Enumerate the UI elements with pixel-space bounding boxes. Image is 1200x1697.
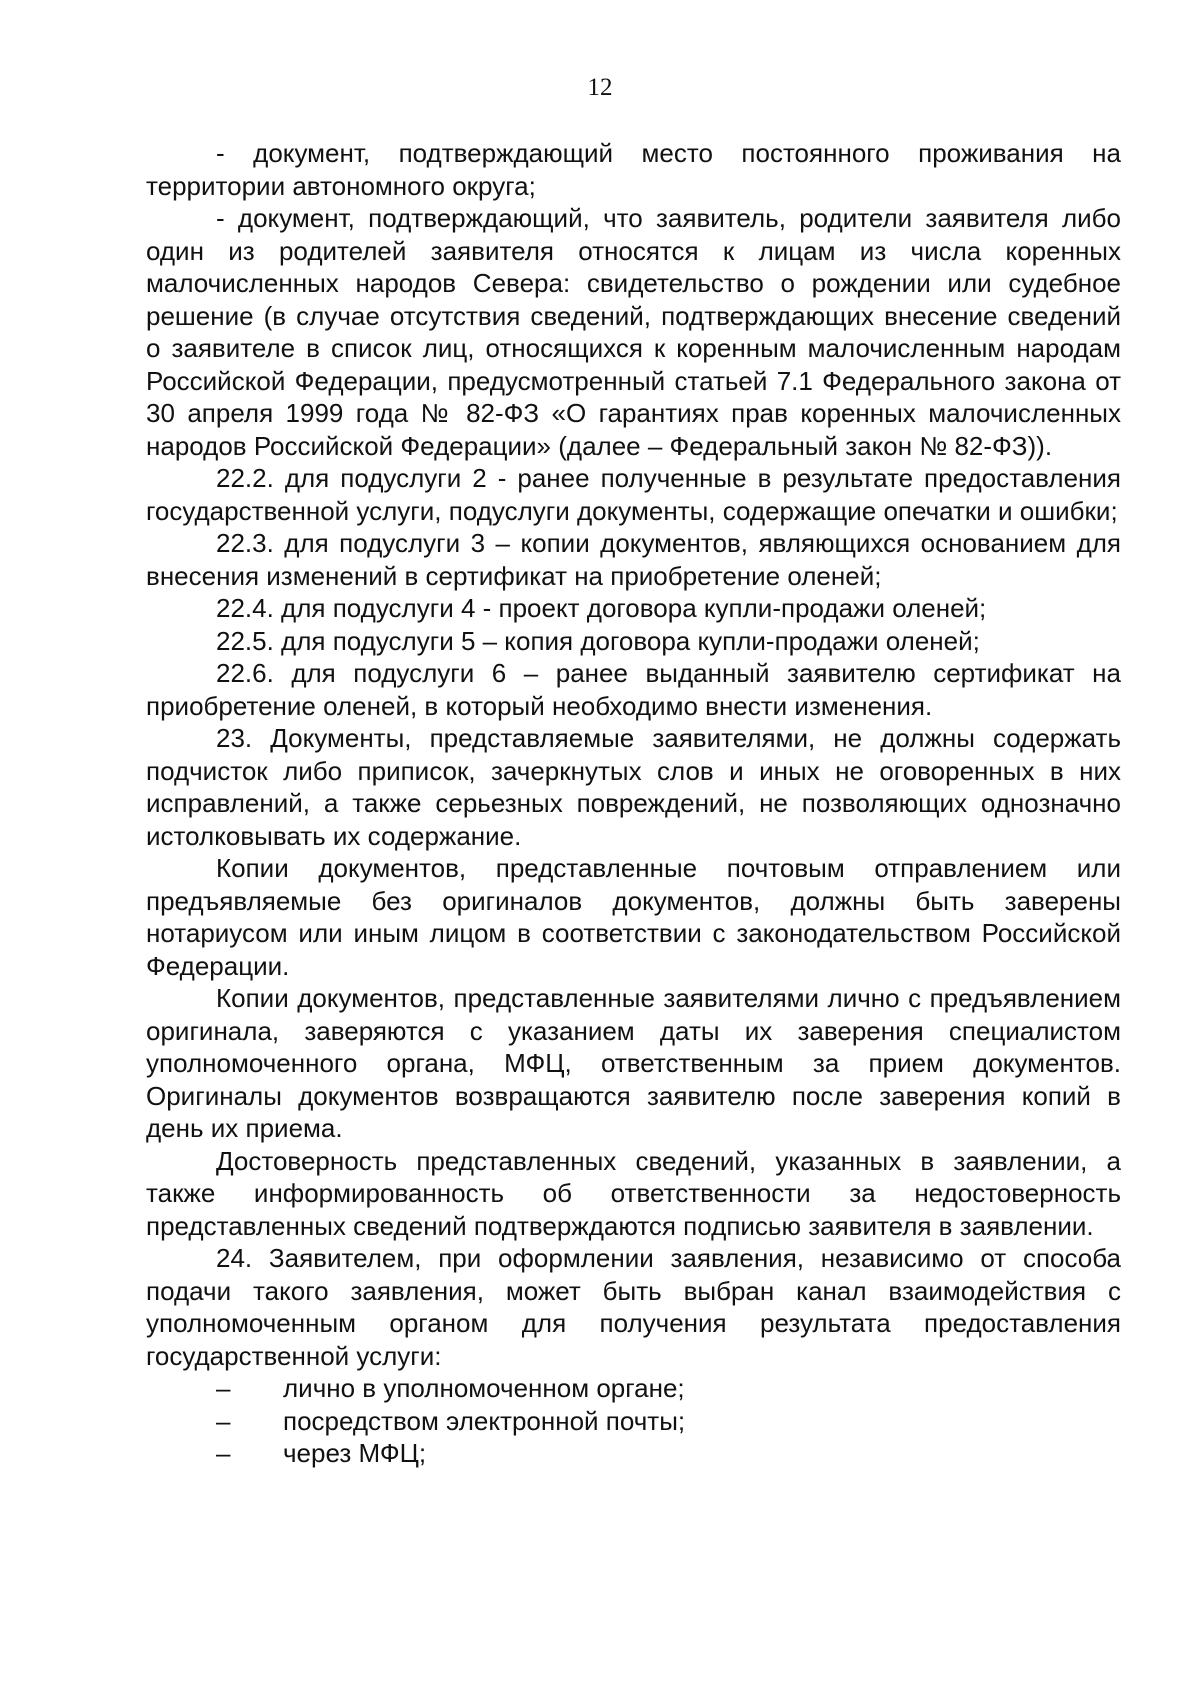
list-item <box>146 1437 1121 1470</box>
paragraph-22-4: 22.4. для подуслуги 4 - проект договора купли-продажи оленей; <box>216 593 987 623</box>
list-item <box>146 1372 1121 1405</box>
paragraph-reliability: Достоверность представленных сведений, указанных в заявлении, а также информированность об ответственности за недостоверность представленных сведений подтверждаются подписью заявителя в заявлении. <box>146 1145 1121 1241</box>
list-item-text: посредством электронной почты; <box>283 1405 686 1436</box>
dash-marker: – <box>216 1438 231 1468</box>
paragraph-24: 24. Заявителем, при оформлении заявления, независимо от способа подачи такого заявления, может быть выбран канал взаимодействия с уполномоченным органом для получения результата предоставления государственной услуги: <box>146 1243 1121 1371</box>
document-body <box>146 137 1121 1470</box>
list-item-text: через МФЦ; <box>283 1438 427 1468</box>
dash-marker: – <box>216 1373 231 1403</box>
paragraph-23: 23. Документы, представляемые заявителями, не должны содержать подчисток либо приписок, зачеркнутых слов и иных не оговоренных в них исправлений, а также серьезных повреждений, не позволяющих однозначно истолковывать их содержание. <box>146 723 1121 851</box>
paragraph-22-6: 22.6. для подуслуги 6 – ранее выданный заявителю сертификат на приобретение оленей, в который необходимо внести изменения. <box>146 658 1121 721</box>
paragraph-indigenous-status-document: - документ, подтверждающий, что заявитель, родители заявителя либо один из родителей заявителя относятся к лицам из числа коренных малочисленных народов Севера: свидетельство о рождении или судебное решение (в случае отсутствия сведений, подтверждающих внесение сведений о заявителе в список лиц, относящихся к коренным малочисленным народам Российской Федерации, предусмотренный статьей 7.1 Федерального закона от 30 апреля 1999 года № 82-ФЗ «О гарантиях прав коренных малочисленных народов Российской Федерации» (далее – Федеральный закон № 82-ФЗ)). <box>146 203 1121 461</box>
paragraph-22-2: 22.2. для подуслуги 2 - ранее полученные в результате предоставления государственной услуги, подуслуги документы, содержащие опечатки и ошибки; <box>146 463 1121 526</box>
paragraph-copies-by-mail: Копии документов, представленные почтовым отправлением или предъявляемые без оригиналов документов, должны быть заверены нотариусом или иным лицом в соответствии с законодательством Российской Федерации. <box>146 853 1121 981</box>
dash-marker: – <box>216 1405 231 1436</box>
list-item-text: лично в уполномоченном органе; <box>283 1373 685 1403</box>
paragraph-copies-in-person: Копии документов, представленные заявителями лично с предъявлением оригинала, заверяются с указанием даты их заверения специалистом уполномоченного органа, МФЦ, ответственным за прием документов. Оригиналы документов возвращаются заявителю после заверения копий в день их приема. <box>146 983 1121 1143</box>
page-number: 12 <box>587 74 613 101</box>
paragraph-22-5: 22.5. для подуслуги 5 – копия договора купли-продажи оленей; <box>216 625 980 656</box>
list-item <box>146 1405 1121 1438</box>
paragraph-residence-document: - документ, подтверждающий место постоянного проживания на территории автономного округа; <box>146 138 1121 201</box>
paragraph-22-3: 22.3. для подуслуги 3 – копии документов, являющихся основанием для внесения изменений в сертификат на приобретение оленей; <box>146 528 1121 591</box>
